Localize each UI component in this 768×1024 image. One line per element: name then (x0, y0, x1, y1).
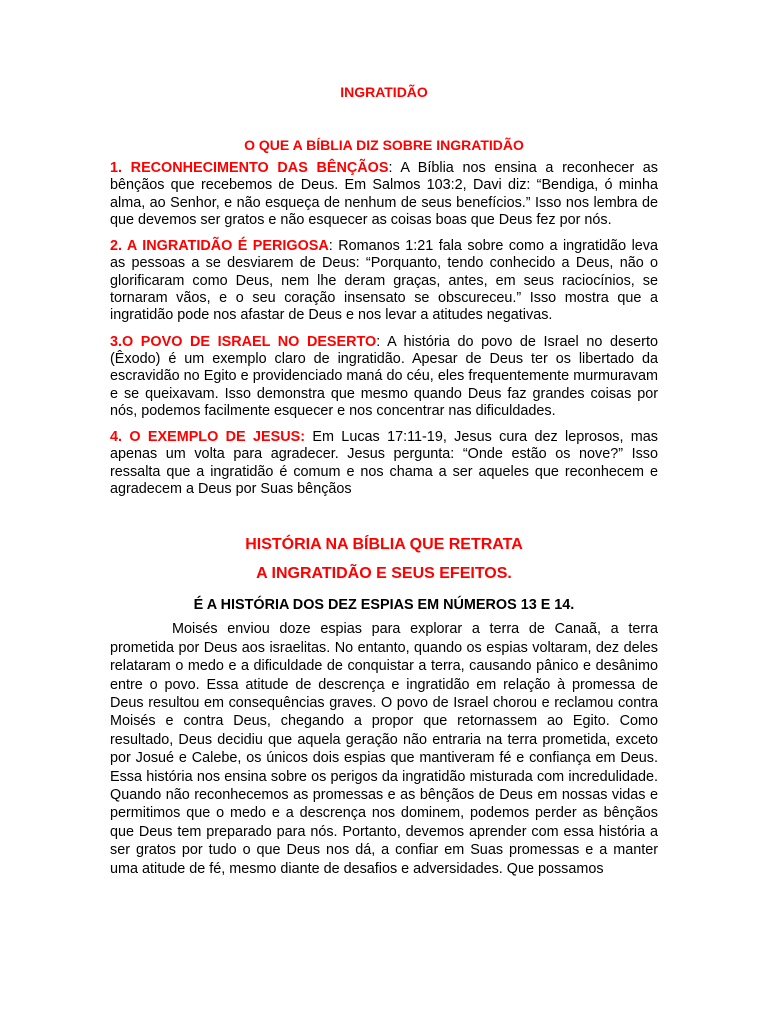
story-paragraph: Moisés enviou doze espias para explorar a terra de Canaã, a terra prometida por Deus aos israelitas. No entanto, quando os espias voltaram, dez deles relataram o medo e a dificuldade de conquistar a terra, causando pânico e desânimo entre o povo. Essa atitude de descrença e ingratidão em relação à promessa de Deus resultou em consequências graves. O povo de Israel chorou e reclamou contra Moisés e contra Deus, chegando a propor que retornassem ao Egito. Como resultado, Deus decidiu que aquela geração não entraria na terra prometida, exceto por Josué e Calebe, os únicos dois espias que mantiveram fé e confiança em Deus. Essa história nos ensina sobre os perigos da ingratidão misturada com incredulidade. Quando não reconhecemos as promessas e as bênçãos de Deus em nossas vidas e permitimos que o medo e a descrença nos dominem, podemos perder as bênçãos que Deus tem preparado para nós. Portanto, devemos aprender com essa história a ser gratos por tudo o que Deus nos dá, a confiar em Suas promessas e a manter uma atitude de fé, mesmo diante de desafios e adversidades. Que possamos (110, 621, 658, 877)
section-heading-line2: A INGRATIDÃO E SEUS EFEITOS. (256, 565, 512, 583)
point-heading: 4. O EXEMPLO DE JESUS: (110, 429, 305, 446)
point-heading: 1. RECONHECIMENTO DAS BÊNÇÃOS (110, 160, 389, 176)
point-paragraph (110, 238, 658, 324)
point-text: : A história do povo de Israel no deserto (Êxodo) é um exemplo claro de ingratidão. Apesar de Deus ter os libertado da escravidão no Egito e providenciado maná do céu, eles frequentemente murmuravam e se queixavam. Isso demonstra que mesmo quando Deus faz grandes coisas por nós, podemos facilmente esquecer e nos concentrar nas dificuldades. (110, 333, 658, 419)
point-heading: 3.O POVO DE ISRAEL NO DESERTO (110, 333, 377, 350)
point-text: : A Bíblia nos ensina a reconhecer as bênçãos que recebemos de Deus. Em Salmos 103:2, Davi diz: “Bendiga, ó minha alma, ao Senhor, e não esqueça de nenhum de seus benefícios.” Isso nos lembra de que devemos ser gratos e não esquecer as coisas boas que Deus fez por nós. (110, 160, 658, 228)
point-paragraph (110, 429, 658, 498)
point-heading: 2. A INGRATIDÃO É PERIGOSA (110, 238, 329, 255)
point-paragraph (110, 334, 658, 420)
section-subheading: É A HISTÓRIA DOS DEZ ESPIAS EM NÚMEROS 13 E 14. (193, 597, 575, 614)
page-title: INGRATIDÃO (340, 84, 428, 100)
point-text: Em Lucas 17:11-19, Jesus cura dez leprosos, mas apenas um volta para agradecer. Jesus pergunta: “Onde estão os nove?” Isso ressalta que a ingratidão é comum e nos chama a ser aqueles que reconhecem e agradecem a Deus por Suas bênçãos (110, 429, 658, 498)
point-text: : Romanos 1:21 fala sobre como a ingratidão leva as pessoas a se desviarem de Deus: “Porquanto, tendo conhecido a Deus, não o glorificaram como Deus, nem lhe deram graças, antes, em seus raciocínios, se tornaram vãos, e o seu coração insensato se obscureceu.” Isso mostra que a ingratidão pode nos afastar de Deus e nos levar a atitudes negativas. (110, 238, 659, 324)
section-heading-line1: HISTÓRIA NA BÍBLIA QUE RETRATA (245, 536, 523, 554)
point-paragraph (110, 160, 658, 229)
page-subtitle: O QUE A BÍBLIA DIZ SOBRE INGRATIDÃO (244, 137, 524, 153)
